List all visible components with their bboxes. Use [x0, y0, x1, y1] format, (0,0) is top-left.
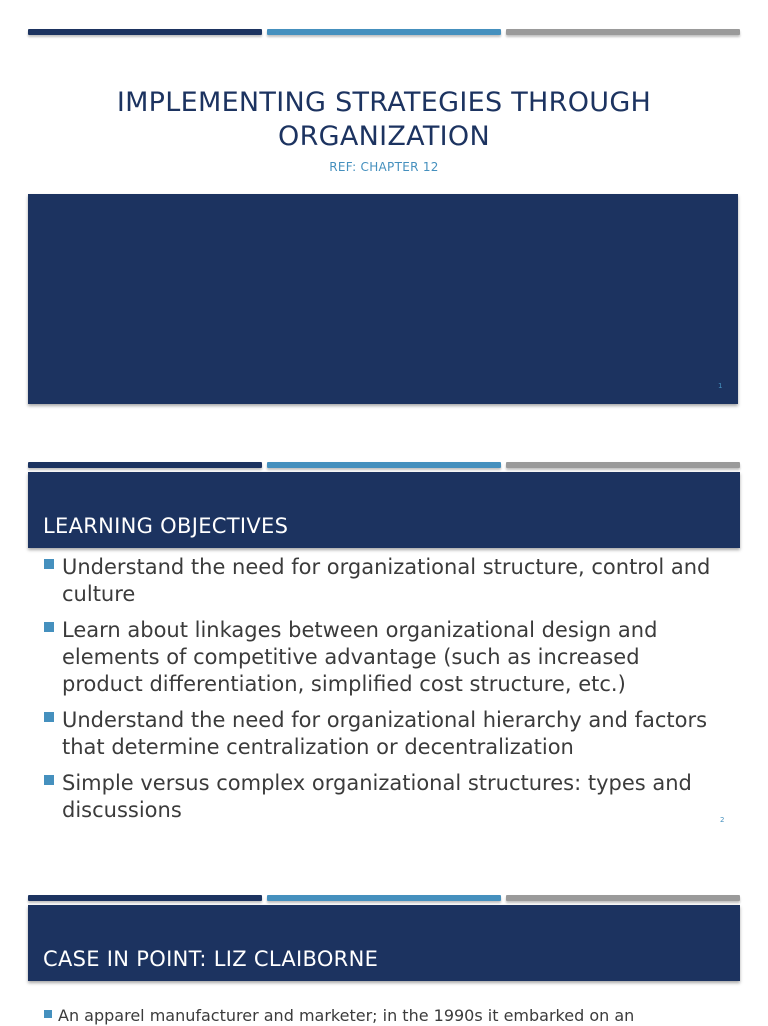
stripe-navy [28, 462, 262, 468]
slide1-navy-panel [28, 194, 738, 404]
stripe-gray [506, 462, 740, 468]
slide2-accent-stripes [28, 462, 740, 468]
slide1-accent-stripes [28, 29, 740, 35]
list-item [44, 554, 724, 608]
square-bullet-icon [44, 622, 54, 632]
slide3-title-bar [28, 905, 740, 981]
square-bullet-icon [44, 1010, 52, 1018]
stripe-navy [28, 29, 262, 35]
stripe-blue [267, 29, 501, 35]
bullet-text: Learn about linkages between organizational design and elements of competitive advantage (such as increased product differentiation, simplified cost structure, etc.) [62, 618, 658, 696]
slide1-page-number: 1 [718, 382, 723, 390]
slide3-bullet-list [44, 1006, 734, 1026]
slide2-title: LEARNING OBJECTIVES [43, 514, 289, 538]
stripe-gray [506, 895, 740, 901]
slide2-page-number: 2 [720, 816, 725, 824]
stripe-blue [267, 895, 501, 901]
list-item [44, 617, 724, 698]
slide3-title: CASE IN POINT: LIZ CLAIBORNE [43, 947, 379, 971]
slide1-subtitle: REF: CHAPTER 12 [329, 160, 439, 174]
stripe-navy [28, 895, 262, 901]
slide3-accent-stripes [28, 895, 740, 901]
list-item [44, 770, 724, 824]
square-bullet-icon [44, 559, 54, 569]
bullet-text: An apparel manufacturer and marketer; in the 1990s it embarked on an [58, 1006, 635, 1025]
bullet-text: Simple versus complex organizational structures: types and discussions [62, 771, 692, 822]
square-bullet-icon [44, 775, 54, 785]
stripe-blue [267, 462, 501, 468]
slide2-bullet-list [44, 554, 724, 833]
square-bullet-icon [44, 712, 54, 722]
list-item [44, 1006, 734, 1026]
slide2-title-bar [28, 472, 740, 548]
stripe-gray [506, 29, 740, 35]
bullet-text: Understand the need for organizational structure, control and culture [62, 555, 711, 606]
slide1-title: IMPLEMENTING STRATEGIES THROUGH ORGANIZATION [116, 87, 652, 152]
bullet-text: Understand the need for organizational hierarchy and factors that determine centralization or decentralization [62, 708, 708, 759]
list-item [44, 707, 724, 761]
